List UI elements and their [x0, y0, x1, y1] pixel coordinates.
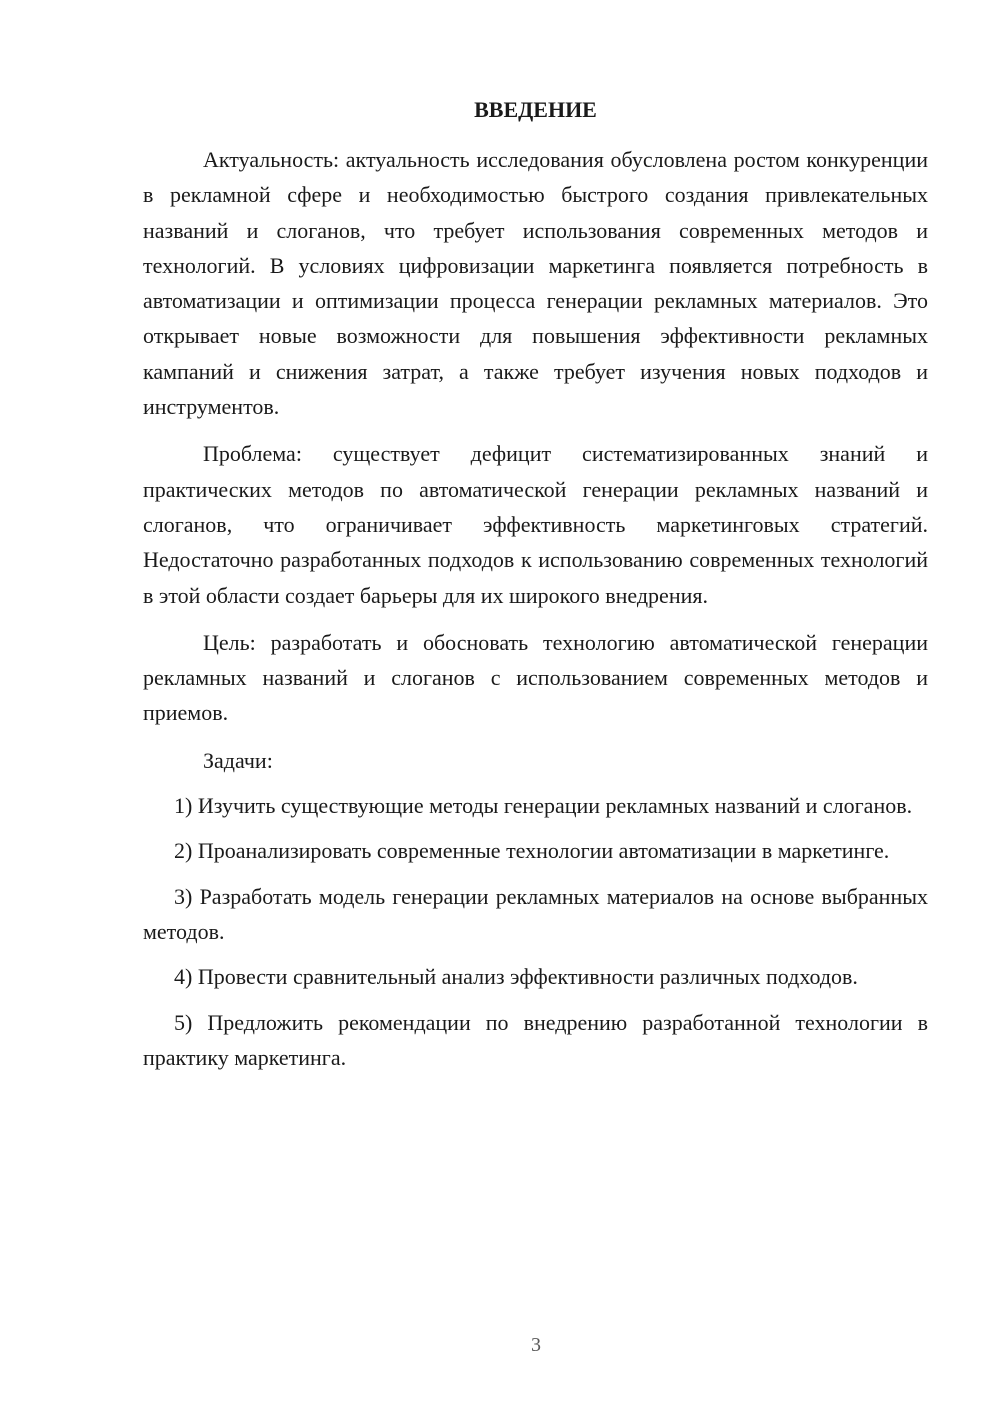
task-item: 3) Разработать модель генерации рекламных материалов на основе выбранных методов. — [143, 883, 928, 944]
paragraph-goal: Цель: разработать и обосновать технологию автоматической генерации рекламных названий и слоганов с использованием современных методов и приемов. — [143, 629, 928, 726]
tasks-heading: Задачи: — [203, 747, 273, 773]
paragraph-problem: Проблема: существует дефицит систематизированных знаний и практических методов по автоматической генерации рекламных названий и слоганов, что ограничивает эффективность маркетинговых стратегий. Недостаточно разработанных подходов к использованию современных технологий в этой области создает барьеры для их широкого внедрения. — [143, 441, 928, 608]
page-content — [143, 92, 928, 1085]
task-item: 1) Изучить существующие методы генерации рекламных названий и слоганов. — [174, 793, 913, 819]
task-item: 4) Провести сравнительный анализ эффективности различных подходов. — [174, 964, 858, 990]
paragraph-relevance: Актуальность: актуальность исследования обусловлена ростом конкуренции в рекламной сфере и необходимостью быстрого создания привлекательных названий и слоганов, что требует использования современных методов и технологий. В условиях цифровизации маркетинга появляется потребность в автоматизации и оптимизации процесса генерации рекламных материалов. Это открывает новые возможности для повышения эффективности рекламных кампаний и снижения затрат, а также требует изучения новых подходов и инструментов. — [143, 147, 928, 420]
task-item: 2) Проанализировать современные технологии автоматизации в маркетинге. — [174, 838, 890, 864]
section-title: ВВЕДЕНИЕ — [474, 97, 597, 122]
tasks-list — [143, 788, 928, 1075]
task-item: 5) Предложить рекомендации по внедрению разработанной технологии в практику маркетинга. — [143, 1009, 928, 1070]
page-number: 3 — [531, 1334, 541, 1356]
